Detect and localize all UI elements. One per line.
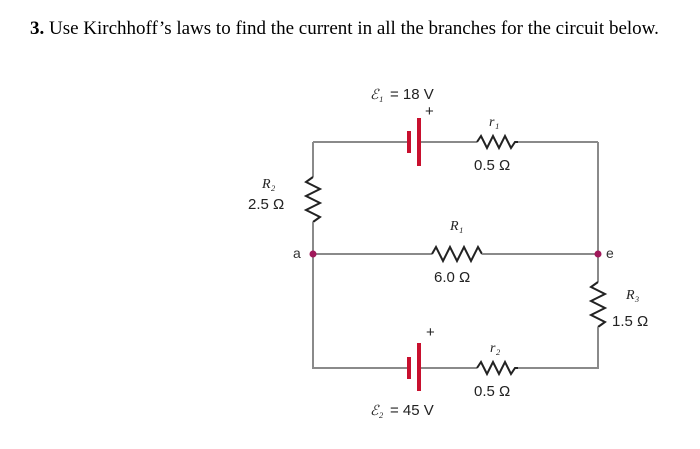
question-number: 3. bbox=[30, 18, 45, 39]
left-wire-bottom bbox=[313, 254, 408, 368]
emf1-symbol: ℰ₁ bbox=[370, 88, 384, 103]
emf2-plus: + bbox=[426, 324, 435, 341]
r1-symbol: r₁ bbox=[489, 115, 500, 130]
R1-symbol: R₁ bbox=[450, 219, 464, 234]
R1-resistor bbox=[432, 247, 482, 261]
node-e-label: e bbox=[606, 245, 614, 261]
R2-value: 2.5 Ω bbox=[248, 196, 285, 213]
R3-value: 1.5 Ω bbox=[612, 313, 649, 330]
right-wire-bottom bbox=[518, 327, 598, 368]
node-a-label: a bbox=[293, 245, 301, 261]
r1-value: 0.5 Ω bbox=[474, 157, 511, 174]
R2-symbol: R₂ bbox=[262, 177, 276, 192]
r2-internal-resistor bbox=[477, 362, 518, 374]
r3-resistor bbox=[591, 282, 605, 327]
r1-internal-resistor bbox=[477, 136, 518, 148]
emf1-value: = 18 V bbox=[390, 86, 434, 103]
R3-symbol: R₃ bbox=[626, 288, 640, 303]
emf1-plus: + bbox=[425, 103, 434, 120]
r2-symbol: r₂ bbox=[490, 341, 501, 356]
node-a-dot bbox=[310, 251, 317, 258]
question-body: Use Kirchhoff’s laws to find the current in all the branches for the circuit below. bbox=[49, 18, 659, 39]
emf1-short-plate bbox=[407, 131, 411, 153]
r2-big-resistor bbox=[306, 177, 320, 222]
emf2-short-plate bbox=[407, 357, 411, 379]
emf2-long-plate bbox=[417, 343, 421, 391]
emf1-long-plate bbox=[417, 118, 421, 166]
emf2-value: = 45 V bbox=[390, 402, 434, 419]
node-e-dot bbox=[595, 251, 602, 258]
R1-value: 6.0 Ω bbox=[434, 269, 471, 286]
emf2-symbol: ℰ₂ bbox=[370, 404, 384, 419]
r2-value: 0.5 Ω bbox=[474, 383, 511, 400]
